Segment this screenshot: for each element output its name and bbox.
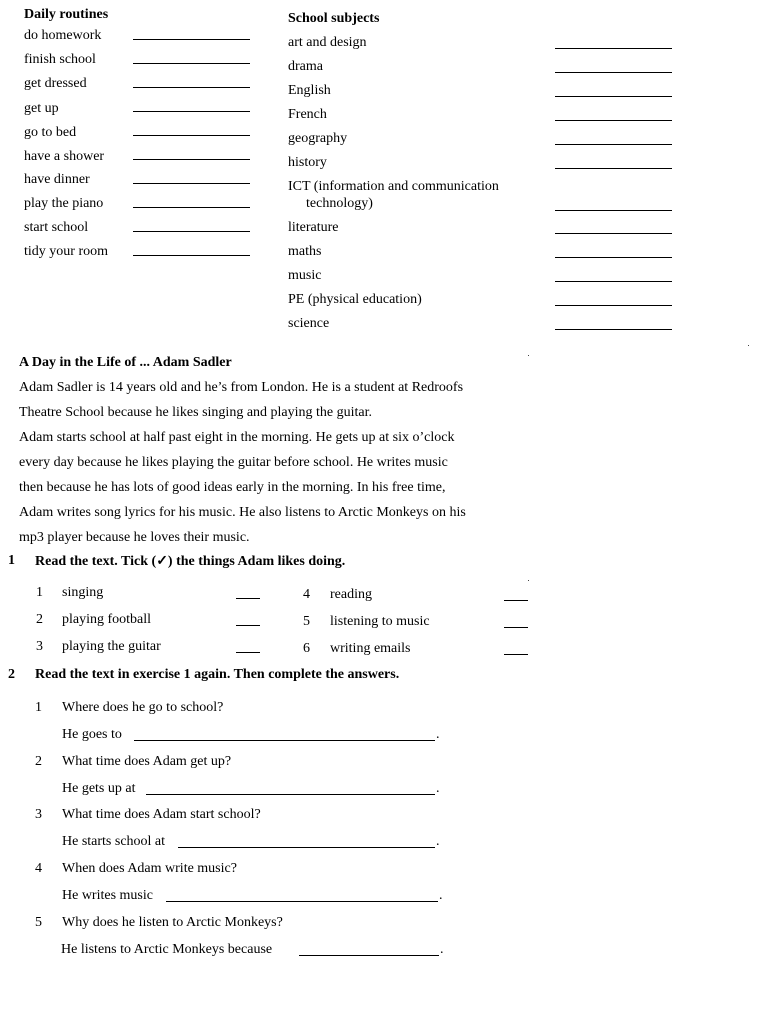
option-label: singing — [62, 585, 104, 600]
stray-dot — [528, 355, 529, 356]
reading-line: Adam starts school at half past eight in the morning. He gets up at six o’clock — [19, 430, 455, 445]
answer-blank[interactable] — [178, 847, 435, 848]
reading-line: every day because he likes playing the guitar before school. He writes music — [19, 455, 448, 470]
option-number: 6 — [303, 641, 310, 656]
option-number: 4 — [303, 587, 310, 602]
routine-blank[interactable] — [133, 39, 250, 40]
tick-blank[interactable] — [236, 652, 260, 653]
exercise1-number: 1 — [8, 553, 15, 568]
answer-period: . — [436, 834, 440, 849]
reading-line: Adam Sadler is 14 years old and he’s from London. He is a student at Redroofs — [19, 380, 464, 395]
routine-item: start school — [24, 220, 89, 235]
question-text: What time does Adam get up? — [62, 754, 232, 769]
subject-blank[interactable] — [555, 329, 672, 330]
routine-item: have dinner — [24, 172, 90, 187]
reading-title: A Day in the Life of ... Adam Sadler — [19, 355, 232, 370]
question-number: 2 — [35, 754, 42, 769]
routine-blank[interactable] — [133, 111, 250, 112]
answer-period: . — [436, 781, 440, 796]
question-number: 4 — [35, 861, 42, 876]
stray-dot — [748, 345, 749, 346]
subject-item: drama — [288, 59, 323, 74]
routine-item: get up — [24, 101, 59, 116]
answer-blank[interactable] — [299, 955, 439, 956]
subject-item: music — [288, 268, 322, 283]
subject-blank[interactable] — [555, 210, 672, 211]
subject-blank[interactable] — [555, 96, 672, 97]
option-label: playing football — [62, 612, 152, 627]
exercise1-instruction: Read the text. Tick (✓) the things Adam likes doing. — [35, 554, 346, 569]
option-label: listening to music — [330, 614, 430, 629]
routine-blank[interactable] — [133, 63, 250, 64]
subject-item: French — [288, 107, 327, 122]
answer-period: . — [436, 727, 440, 742]
reading-line: then because he has lots of good ideas early in the morning. In his free time, — [19, 480, 446, 495]
subject-item: science — [288, 316, 330, 331]
option-label: playing the guitar — [62, 639, 161, 654]
answer-blank[interactable] — [166, 901, 438, 902]
routine-item: tidy your room — [24, 244, 108, 259]
subject-item: PE (physical education) — [288, 292, 422, 307]
routine-blank[interactable] — [133, 207, 250, 208]
school-subjects-heading: School subjects — [288, 11, 380, 26]
answer-prompt: He writes music — [62, 888, 153, 903]
subject-blank[interactable] — [555, 281, 672, 282]
routine-blank[interactable] — [133, 87, 250, 88]
tick-blank[interactable] — [504, 654, 528, 655]
subject-item: ICT (information and communication — [288, 179, 499, 194]
subject-blank[interactable] — [555, 144, 672, 145]
subject-item: art and design — [288, 35, 367, 50]
option-number: 1 — [36, 585, 43, 600]
answer-blank[interactable] — [134, 740, 435, 741]
routine-item: do homework — [24, 28, 102, 43]
question-number: 1 — [35, 700, 42, 715]
routine-item: go to bed — [24, 125, 77, 140]
routine-blank[interactable] — [133, 255, 250, 256]
answer-period: . — [439, 888, 443, 903]
answer-prompt: He starts school at — [62, 834, 166, 849]
subject-blank[interactable] — [555, 257, 672, 258]
answer-blank[interactable] — [146, 794, 435, 795]
option-number: 3 — [36, 639, 43, 654]
question-text: When does Adam write music? — [62, 861, 237, 876]
routine-item: have a shower — [24, 149, 105, 164]
routine-blank[interactable] — [133, 183, 250, 184]
question-text: What time does Adam start school? — [62, 807, 261, 822]
answer-prompt: He goes to — [62, 727, 122, 742]
tick-blank[interactable] — [504, 600, 528, 601]
option-number: 5 — [303, 614, 310, 629]
answer-prompt: He listens to Arctic Monkeys because — [61, 942, 273, 957]
routine-blank[interactable] — [133, 159, 250, 160]
routine-blank[interactable] — [133, 135, 250, 136]
subject-blank[interactable] — [555, 233, 672, 234]
subject-blank[interactable] — [555, 120, 672, 121]
subject-item-continuation: technology) — [306, 196, 373, 211]
routine-item: get dressed — [24, 76, 87, 91]
answer-period: . — [440, 942, 444, 957]
reading-line: mp3 player because he loves their music. — [19, 530, 250, 545]
subject-item: maths — [288, 244, 322, 259]
question-number: 3 — [35, 807, 42, 822]
subject-blank[interactable] — [555, 48, 672, 49]
option-number: 2 — [36, 612, 43, 627]
subject-blank[interactable] — [555, 305, 672, 306]
exercise2-instruction: Read the text in exercise 1 again. Then complete the answers. — [35, 667, 400, 682]
option-label: reading — [330, 587, 372, 602]
subject-item: geography — [288, 131, 348, 146]
question-text: Where does he go to school? — [62, 700, 224, 715]
subject-item: English — [288, 83, 331, 98]
answer-prompt: He gets up at — [62, 781, 136, 796]
tick-blank[interactable] — [236, 598, 260, 599]
reading-line: Theatre School because he likes singing and playing the guitar. — [19, 405, 373, 420]
option-label: writing emails — [330, 641, 411, 656]
tick-blank[interactable] — [504, 627, 528, 628]
subject-blank[interactable] — [555, 168, 672, 169]
routine-item: play the piano — [24, 196, 104, 211]
question-text: Why does he listen to Arctic Monkeys? — [62, 915, 283, 930]
question-number: 5 — [35, 915, 42, 930]
subject-blank[interactable] — [555, 72, 672, 73]
stray-dot — [528, 580, 529, 581]
exercise2-number: 2 — [8, 667, 15, 682]
reading-line: Adam writes song lyrics for his music. He also listens to Arctic Monkeys on his — [19, 505, 466, 520]
routine-item: finish school — [24, 52, 96, 67]
daily-routines-heading: Daily routines — [24, 7, 109, 22]
routine-blank[interactable] — [133, 231, 250, 232]
subject-item: history — [288, 155, 327, 170]
subject-item: literature — [288, 220, 339, 235]
tick-blank[interactable] — [236, 625, 260, 626]
